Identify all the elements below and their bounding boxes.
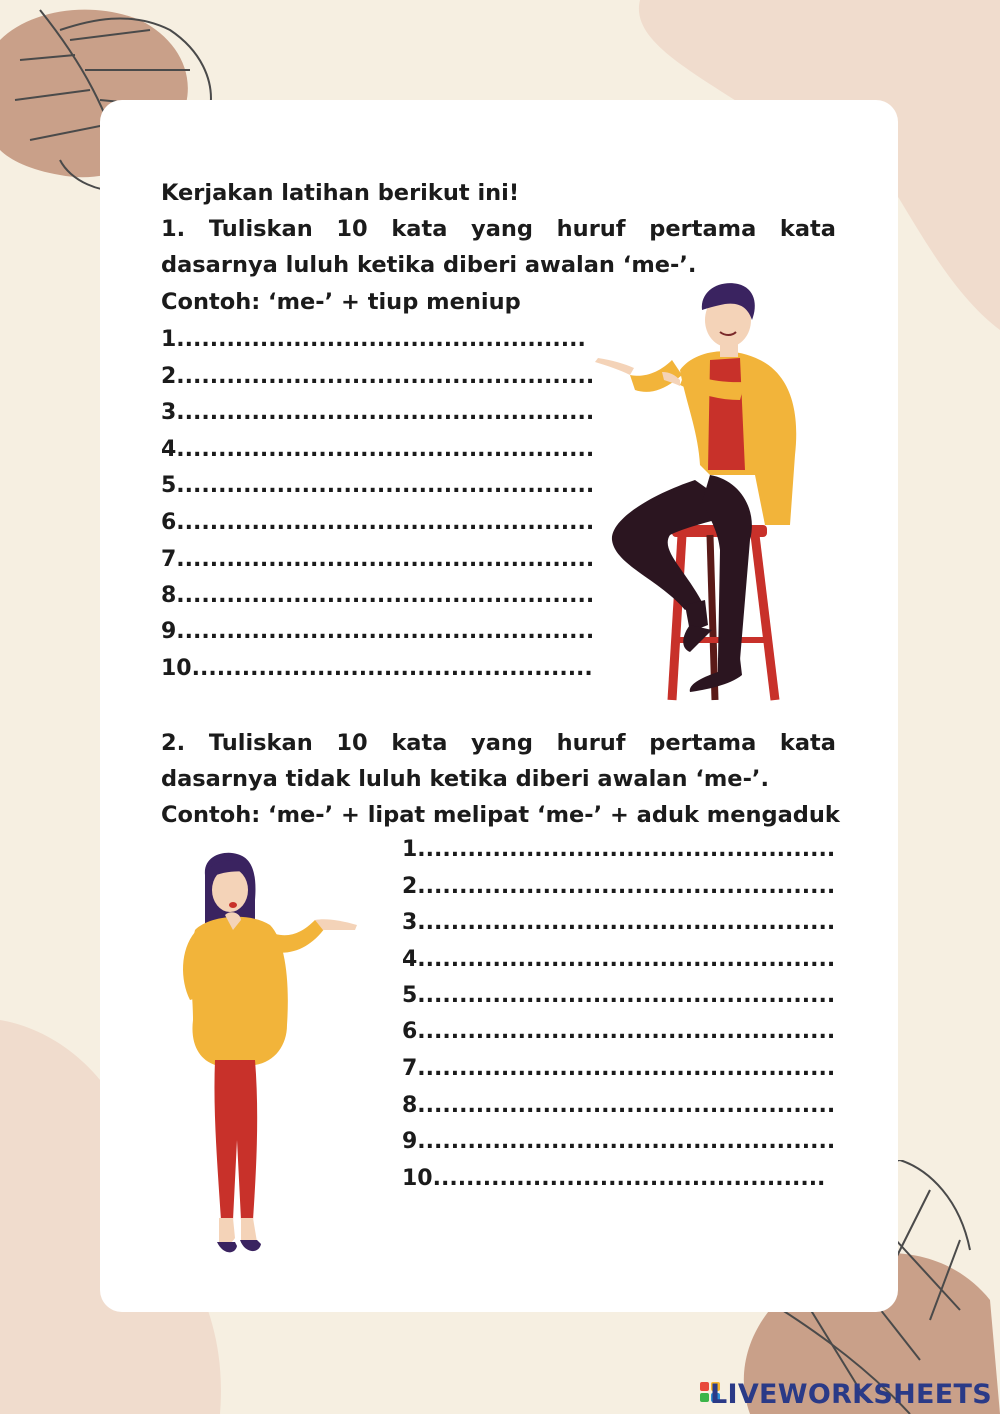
answer-line-q1-7[interactable]: 7..................................................	[161, 547, 595, 572]
answer-line-q2-1[interactable]: 1..................................................	[402, 837, 836, 862]
answer-line-q2-7[interactable]: 7..................................................	[402, 1056, 836, 1081]
answer-line-q1-3[interactable]: 3..................................................	[161, 400, 595, 425]
answer-line-q2-3[interactable]: 3..................................................	[402, 910, 836, 935]
answer-line-q2-2[interactable]: 2..................................................	[402, 874, 836, 899]
answer-line-q1-1[interactable]: 1.................................................	[161, 327, 586, 352]
answer-line-q2-10[interactable]: 10...............................................	[402, 1166, 826, 1191]
woman-pointing-illustration	[175, 850, 365, 1270]
answer-line-q1-8[interactable]: 8..................................................	[161, 583, 595, 608]
question-2-example: Contoh: ‘me-’ + lipat melipat ‘me-’ + aduk mengaduk	[161, 802, 840, 828]
answer-line-q1-10[interactable]: 10................................................	[161, 656, 593, 681]
answer-line-q1-9[interactable]: 9..................................................	[161, 619, 595, 644]
question-2-line-2: dasarnya tidak luluh ketika diberi awalan ‘me-’.	[161, 766, 770, 792]
question-1-line-1: 1. Tuliskan 10 kata yang huruf pertama kata	[161, 216, 836, 242]
answer-line-q2-4[interactable]: 4..................................................	[402, 947, 836, 972]
answer-line-q1-5[interactable]: 5..................................................	[161, 473, 595, 498]
answer-line-q2-9[interactable]: 9..................................................	[402, 1129, 836, 1154]
man-on-stool-illustration	[590, 280, 810, 710]
answer-line-q2-8[interactable]: 8..................................................	[402, 1093, 836, 1118]
answer-line-q1-6[interactable]: 6..................................................	[161, 510, 595, 535]
question-1-example: Contoh: ‘me-’ + tiup meniup	[161, 289, 521, 315]
question-2-line-1: 2. Tuliskan 10 kata yang huruf pertama kata	[161, 730, 836, 756]
question-1-line-2: dasarnya luluh ketika diberi awalan ‘me-’.	[161, 252, 697, 278]
answer-line-q2-6[interactable]: 6..................................................	[402, 1019, 836, 1044]
answer-line-q2-5[interactable]: 5..................................................	[402, 983, 836, 1008]
answer-line-q1-2[interactable]: 2..................................................	[161, 364, 595, 389]
answer-line-q1-4[interactable]: 4..................................................	[161, 437, 595, 462]
liveworksheets-brand[interactable]: LIVEWORKSHEETS	[709, 1379, 992, 1410]
instruction-title: Kerjakan latihan berikut ini!	[161, 180, 520, 206]
